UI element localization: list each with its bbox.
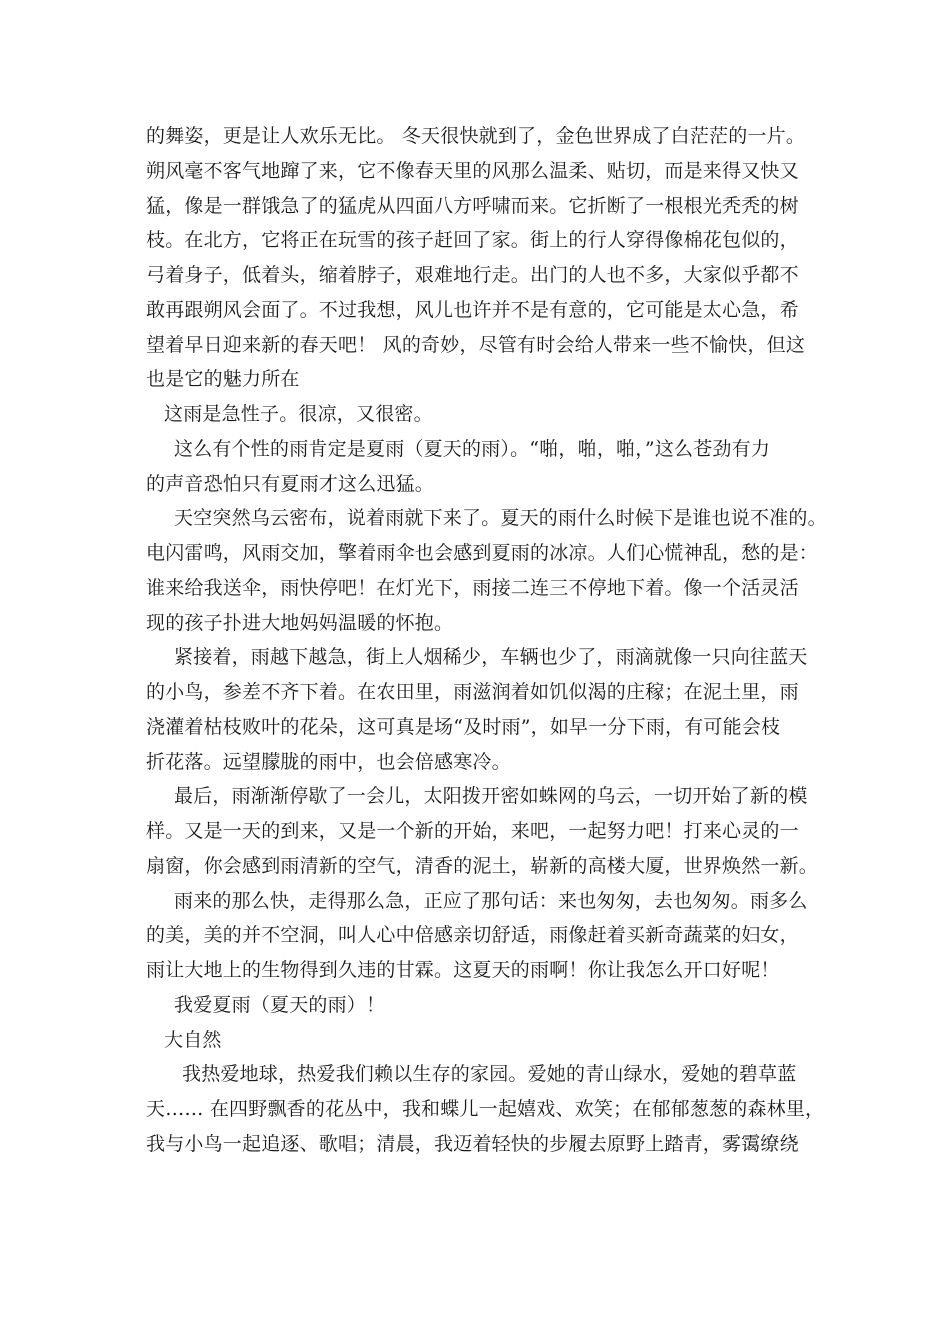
text-line: 弓着身子，低着头，缩着脖子，艰难地行走。出门的人也不多，大家似乎都不 xyxy=(146,264,799,286)
text-line: 紧接着，雨越下越急，街上人烟稀少，车辆也少了，雨滴就像一只向往蓝天 xyxy=(174,646,808,669)
text-line: 敢再跟朔风会面了。不过我想，风儿也许并不是有意的，它可能是太心急，希 xyxy=(146,298,799,321)
text-line: 现的孩子扑进大地妈妈温暖的怀抱。 xyxy=(146,611,454,634)
text-line: 雨让大地上的生物得到久违的甘霖。这夏天的雨啊！你让我怎么开口好呢！ xyxy=(146,959,780,981)
text-line: 扇窗，你会感到雨清新的空气，清香的泥土，崭新的高楼大厦，世界焕然一新。 xyxy=(146,854,819,877)
text-line: 这么有个性的雨肯定是夏雨（夏天的雨）。“啪，啪，啪，”这么苍劲有力 xyxy=(174,437,771,460)
text-line: 最后，雨渐渐停歇了一会儿，太阳拨开密如蛛网的乌云，一切开始了新的模 xyxy=(174,785,808,808)
document-body xyxy=(146,119,836,1162)
text-line: 这雨是急性子。很凉，又很密。 xyxy=(164,403,433,425)
text-line: 雨来的那么快，走得那么急，正应了那句话：来也匆匆，去也匆匆。雨多么 xyxy=(174,889,808,912)
text-line: 的小鸟，参差不齐下着。在农田里，雨滋润着如饥似渴的庄稼；在泥土里，雨 xyxy=(146,681,799,703)
text-line: 电闪雷鸣，风雨交加，擎着雨伞也会感到夏雨的冰凉。人们心慌神乱，愁的是： xyxy=(146,542,819,564)
text-line: 折花落。远望朦胧的雨中，也会倍感寒冷。 xyxy=(146,750,511,773)
text-line: 的声音恐怕只有夏雨才这么迅猛。 xyxy=(146,472,435,495)
text-line: 望着早日迎来新的春天吧！ 风的奇妙，尽管有时会给人带来一些不愉快，但这 xyxy=(146,333,806,356)
text-line: 大自然 xyxy=(164,1028,222,1051)
text-line: 的舞姿，更是让人欢乐无比。 冬天很快就到了，金色世界成了白茫茫的一片。 xyxy=(146,125,806,147)
text-line: 也是它的魅力所在 xyxy=(146,368,300,391)
text-line: 猛，像是一群饿急了的猛虎从四面八方呼啸而来。它折断了一根根光秃秃的树 xyxy=(146,194,799,217)
text-line: 谁来给我送伞，雨快停吧！在灯光下，雨接二连三不停地下着。像一个活灵活 xyxy=(146,576,799,599)
text-line: 朔风毫不客气地蹿了来，它不像春天里的风那么温柔、贴切，而是来得又快又 xyxy=(146,159,799,182)
text-line: 样。又是一天的到来，又是一个新的开始，来吧，一起努力吧！打来心灵的一 xyxy=(146,820,799,842)
text-line: 天空突然乌云密布，说着雨就下来了。夏天的雨什么时候下是谁也说不准的。 xyxy=(174,507,827,530)
text-line: 我热爱地球，热爱我们赖以生存的家园。爱她的青山绿水，爱她的碧草蓝 xyxy=(182,1063,797,1086)
text-line: 浇灌着枯枝败叶的花朵，这可真是场“及时雨”，如早一分下雨，有可能会枝 xyxy=(146,715,781,738)
text-line: 枝。在北方，它将正在玩雪的孩子赶回了家。街上的行人穿得像棉花包似的， xyxy=(146,229,799,252)
text-line: 我爱夏雨（夏天的雨）！ xyxy=(174,993,386,1016)
text-line: 的美，美的并不空洞，叫人心中倍感亲切舒适，雨像赶着买新奇蔬菜的妇女， xyxy=(146,924,799,947)
text-line: 天…… 在四野飘香的花丛中，我和蝶儿一起嬉戏、欢笑；在郁郁葱葱的森林里， xyxy=(146,1098,825,1120)
text-line: 我与小鸟一起追逐、歌唱；清晨，我迈着轻快的步履去原野上踏青，雾霭缭绕 xyxy=(146,1132,799,1155)
